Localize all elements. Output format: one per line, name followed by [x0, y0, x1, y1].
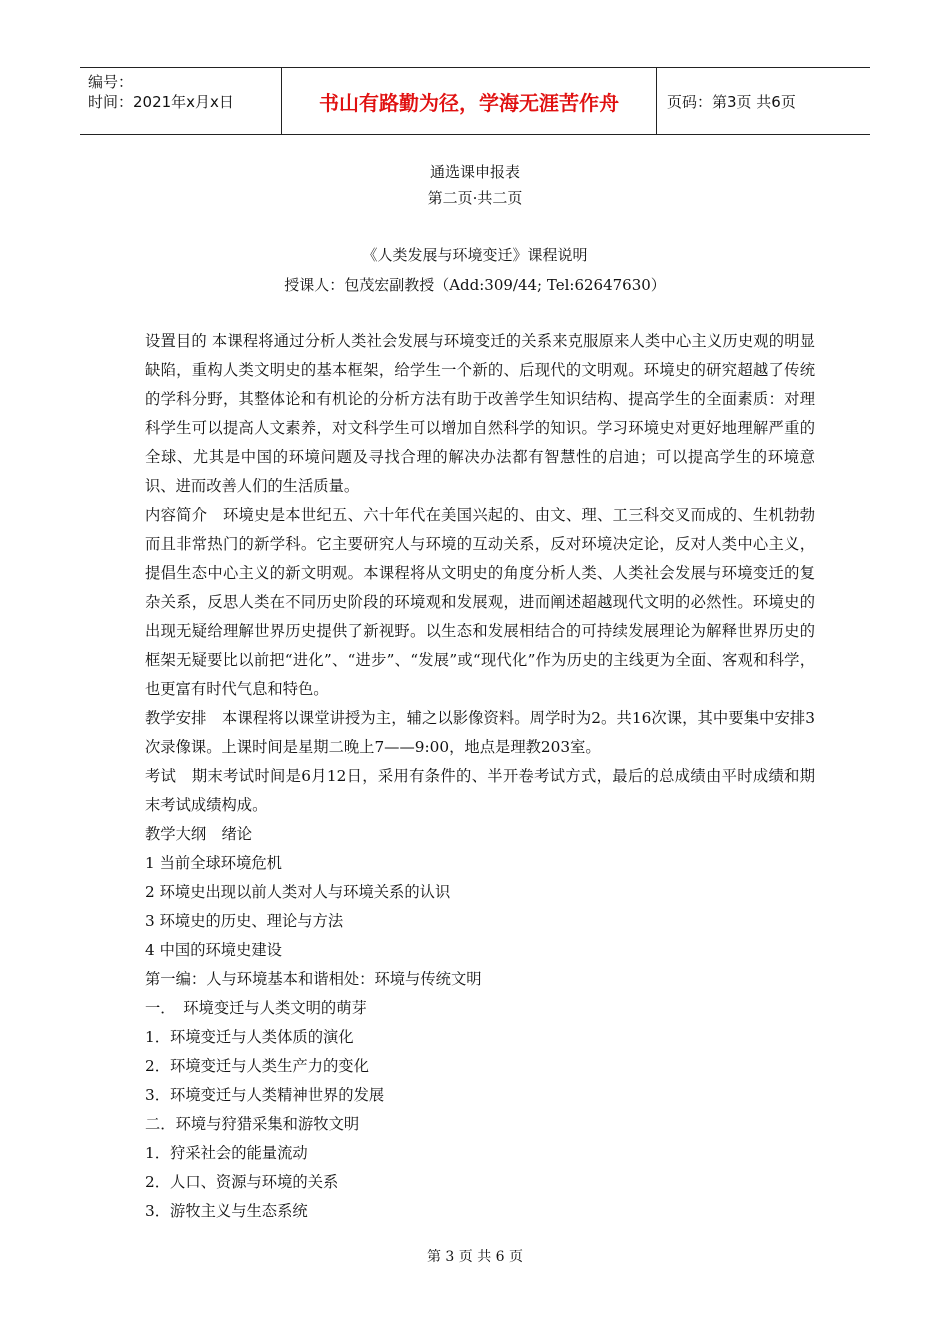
header-motto: 书山有路勤为径，学海无涯苦作舟	[281, 68, 657, 134]
outline-item: 2．环境变迁与人类生产力的变化	[145, 1057, 369, 1075]
section-teaching: 教学安排 本课程将以课堂讲授为主，辅之以影像资料。周学时为2。共16次课，其中要集中安排3次录像课。上课时间是星期二晚上7——9:00，地点是理教203室。	[145, 709, 815, 756]
outline-item: 4 中国的环境史建设	[145, 941, 282, 959]
outline-item: 2 环境史出现以前人类对人与环境关系的认识	[145, 883, 451, 901]
outline-item: 1．狩采社会的能量流动	[145, 1144, 308, 1162]
header-page-info: 页码：第3页 共6页	[667, 92, 796, 111]
outline-item: 1．环境变迁与人类体质的演化	[145, 1028, 354, 1046]
document-body	[145, 327, 815, 1226]
page-footer: 第 3 页 共 6 页	[426, 1249, 524, 1265]
outline-list	[145, 820, 815, 1226]
section-intro: 内容简介 环境史是本世纪五、六十年代在美国兴起的、由文、理、工三科交叉而成的、生机勃勃而且非常热门的新学科。它主要研究人与环境的互动关系，反对环境决定论，反对人类中心主义，提倡生态中心主义的新文明观。本课程将从文明史的角度分析人类、人类社会发展与环境变迁的复杂关系，反思人类在不同历史阶段的环境观和发展观，进而阐述超越现代文明的必然性。环境史的出现无疑给理解世界历史提供了新视野。以生态和发展相结合的可持续发展理论为解释世界历史的框架无疑要比以前把“进化”、“进步”、“发展”或“现代化”作为历史的主线更为全面、客观和科学，也更富有时代气息和特色。	[145, 506, 815, 698]
number-label: 编号：	[88, 73, 134, 91]
outline-item: 教学大纲 绪论	[145, 825, 253, 843]
section-purpose: 设置目的 本课程将通过分析人类社会发展与环境变迁的关系来克服原来人类中心主义历史观的明显缺陷，重构人类文明史的基本框架，给学生一个新的、后现代的文明观。环境史的研究超越了传统的学科分野，其整体论和有机论的分析方法有助于改善学生知识结构、提高学生的全面素质：对理科学生可以提高人文素养，对文科学生可以增加自然科学的知识。学习环境史对更好地理解严重的全球、尤其是中国的环境问题及寻找合理的解决办法都有智慧性的启迪；可以提高学生的环境意识、进而改善人们的生活质量。	[145, 332, 815, 495]
outline-item: 第一编：人与环境基本和谐相处：环境与传统文明	[145, 970, 482, 988]
page-note: 第二页·共二页	[427, 189, 523, 207]
outline-item: 二．环境与狩猎采集和游牧文明	[145, 1115, 360, 1133]
date-label: 时间：2021年x月x日	[88, 93, 234, 111]
outline-item: 3．游牧主义与生态系统	[145, 1202, 308, 1220]
section-exam: 考试 期末考试时间是6月12日，采用有条件的、半开卷考试方式，最后的总成绩由平时成绩和期末考试成绩构成。	[145, 767, 815, 814]
form-title: 通选课申报表	[429, 163, 520, 181]
outline-item: 3．环境变迁与人类精神世界的发展	[145, 1086, 385, 1104]
outline-item: 一． 环境变迁与人类文明的萌芽	[145, 999, 367, 1017]
header-meta	[80, 68, 281, 134]
course-title: 《人类发展与环境变迁》课程说明	[362, 246, 588, 264]
outline-item: 1 当前全球环境危机	[145, 854, 282, 872]
outline-item: 3 环境史的历史、理论与方法	[145, 912, 344, 930]
page-header	[80, 67, 870, 135]
outline-item: 2．人口、资源与环境的关系	[145, 1173, 339, 1191]
instructor-line: 授课人：包茂宏副教授（Add:309/44; Tel:62647630）	[284, 276, 666, 294]
